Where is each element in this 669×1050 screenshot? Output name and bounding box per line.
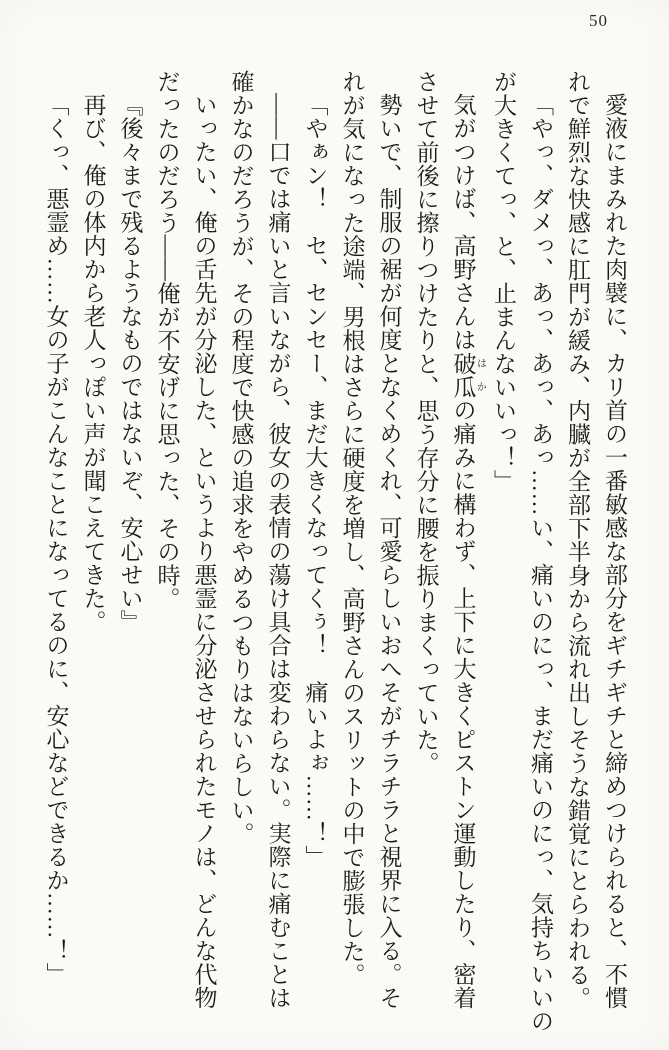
text-line-13: だったのだろう――俺が不安げに思った、その時。: [154, 70, 180, 611]
text-line-6: させて前後に擦りつけたりと、思う存分に腰を振りまくっていた。: [413, 70, 439, 775]
text-line-14: 『後々まで残るようなものではないぞ、安心せい』: [117, 93, 143, 634]
text-line-5: 気がつけば、高野さんは破瓜 はかの痛みに構わず、上下に大きくピストン運動したり、密着: [450, 93, 486, 1010]
page-number: 50: [589, 11, 608, 30]
text-line-7: 勢いで、制服の裾が何度となくめくれ、可愛らしいおへそがチラチラと視界に入る。そ: [376, 93, 402, 1010]
text-line-8: れが気になった途端、男根はさらに硬度を増し、高野さんのスリットの中で膨張した。: [339, 70, 365, 987]
text-line-3: 「やっ、ダメっ、あっ、あっ、あっ……い、痛いのにっ、まだ痛いのにっ、気持ちいいの: [528, 93, 553, 1033]
text-line-10: ――口では痛いと言いながら、彼女の表情の蕩け具合は変わらない。実際に痛むことは: [265, 93, 291, 1010]
page-text-block: [38, 70, 634, 1033]
ruby-furigana: 破瓜 はか: [450, 351, 486, 399]
text-line-1: 愛液にまみれた肉襞に、カリ首の一番敏感な部分をギチギチと締めつけられると、不慣: [602, 93, 627, 1010]
text-line-16: 「くっ、悪霊め……女の子がこんなことになってるのに、安心などできるか……！」: [43, 93, 69, 986]
text-line-12: いったい、俺の舌先が分泌した、というより悪霊に分泌させられたモノは、どんな代物: [191, 93, 217, 1010]
text-line-9: 「やぁン！ セ、センセー、まだ大きくなってくぅ！ 痛いよぉ……！」: [302, 93, 328, 869]
text-line-4: が大きくてっ、と、止まんないいっ！」: [491, 70, 516, 493]
text-line-15: 再び、俺の体内から老人っぽい声が聞こえてきた。: [80, 93, 106, 634]
text-line-11: 確かなのだろうが、その程度で快感の追求をやめるつもりはないらしい。: [228, 70, 254, 846]
text-line-2: れで鮮烈な快感に肛門が緩み、内臓が全部下半身から流れ出しそうな錯覚にとらわれる。: [565, 70, 590, 1010]
